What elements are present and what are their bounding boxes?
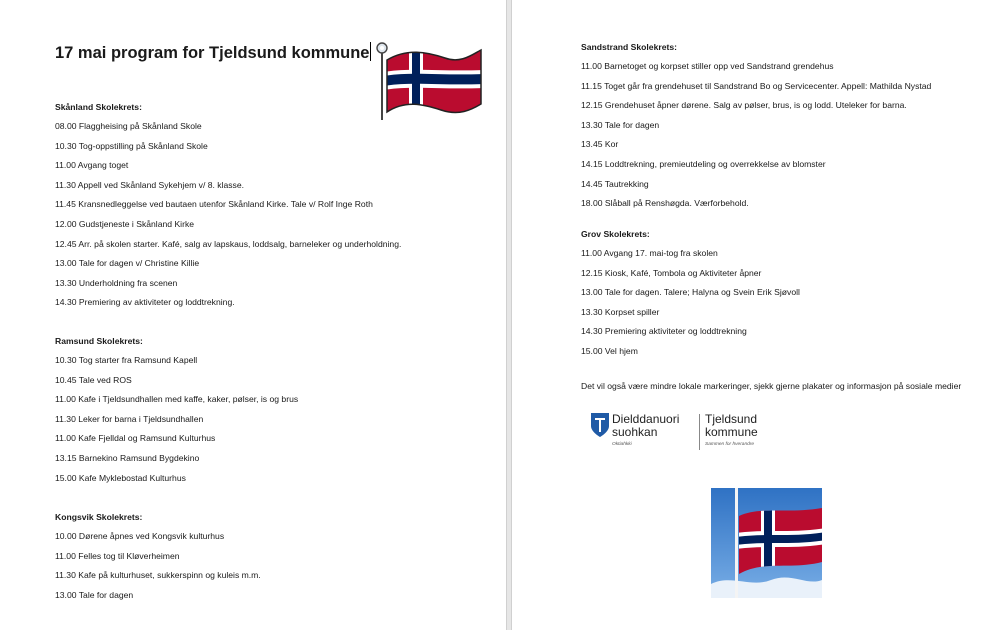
program-item: 11.00 Avgang 17. mai-tog fra skolen [581,248,718,258]
program-item: 10.00 Dørene åpnes ved Kongsvik kulturhus [55,531,225,541]
program-item: 11.00 Barnetoget og korpset stiller opp ved Sandstrand grendehus [581,61,834,71]
section-kongsvik [55,507,261,605]
program-item: 11.00 Kafe i Tjeldsundhallen med kaffe, kaker, pølser, is og brus [55,394,299,405]
program-item: 15.00 Kafe Myklebostad Kulturhus [55,472,186,483]
program-item: 13.00 Tale for dagen v/ Christine Killie [55,258,200,269]
program-item: 18.00 Slåball på Renshøgda. Værforbehold. [581,198,749,209]
program-item: 13.15 Barnekino Ramsund Bygdekino [55,452,200,463]
program-item: 13.30 Tale for dagen [581,119,660,130]
logo-tagline-sami: Oktiahkki [612,442,632,447]
section-sandstrand [581,37,931,214]
program-item: 13.30 Korpset spiller [581,306,660,317]
program-item: 14.45 Tautrekking [581,178,649,189]
program-item: 14.30 Premiering aktiviteter og loddtrekning [581,326,747,337]
program-item: 11.00 Kafe Fjelldal og Ramsund Kulturhus [55,433,216,444]
coat-of-arms-icon [590,412,610,438]
program-item: 11.30 Kafe på kulturhuset, sukkerspinn og kuleis m.m. [55,570,261,581]
section-grov [581,224,800,362]
logo-name-sami-1: Dielddanuori [612,412,680,426]
program-item: 13.30 Underholdning fra scenen [55,277,178,288]
municipality-logo [588,410,778,454]
logo-tagline-no: Sammen for hverandre [705,442,755,447]
program-item: 12.15 Kiosk, Kafé, Tombola og Aktiviteter åpner [581,267,762,278]
section-ramsund [55,331,298,488]
logo-divider [699,414,700,450]
footer-note: Det vil også være mindre lokale markeringer, sjekk gjerne plakater og informasjon på sosiale medier [581,381,962,391]
program-item: 13.00 Tale for dagen. Talere; Halyna og Svein Erik Sjøvoll [581,287,800,298]
section-heading: Kongsvik Skolekrets: [55,512,143,522]
logo-name-no-2: kommune [705,425,758,439]
section-skanland [55,97,401,313]
program-item: 12.15 Grendehuset åpner dørene. Salg av pølser, brus, is og lodd. Uteleker for barna. [581,100,907,111]
program-item: 14.30 Premiering av aktiviteter og loddtrekning. [55,297,235,308]
program-item: 12.45 Arr. på skolen starter. Kafé, salg av lapskaus, loddsalg, barneleker og underholdning. [55,238,402,249]
program-item: 08.00 Flaggheising på Skånland Skole [55,121,202,131]
program-item: 13.45 Kor [581,139,619,150]
program-item: 12.00 Gudstjeneste i Skånland Kirke [55,218,195,229]
program-item: 15.00 Vel hjem [581,345,638,356]
program-item: 13.00 Tale for dagen [55,589,134,600]
program-item: 11.15 Toget går fra grendehuset til Sandstrand Bo og Servicecenter. Appell: Mathilda Nystad [581,80,932,91]
program-item: 11.30 Appell ved Skånland Sykehjem v/ 8. klasse. [55,179,245,190]
program-item: 10.30 Tog starter fra Ramsund Kapell [55,355,198,365]
program-item: 11.00 Felles tog til Kløverheimen [55,550,180,561]
logo-name-no-1: Tjeldsund [705,412,758,426]
document-title-text: 17 mai program for Tjeldsund kommune [55,44,370,62]
program-item: 11.30 Leker for barna i Tjeldsundhallen [55,413,204,424]
logo-name-sami-2: suohkan [612,425,658,439]
section-heading: Sandstrand Skolekrets: [581,42,677,52]
program-item: 14.15 Loddtrekning, premieutdeling og overrekkelse av blomster [581,158,826,169]
section-heading: Grov Skolekrets: [581,229,650,239]
section-heading: Ramsund Skolekrets: [55,336,143,346]
program-item: 11.45 Kransnedleggelse ved bautaen utenfor Skånland Kirke. Tale v/ Rolf Inge Roth [55,199,373,210]
text-cursor [370,42,371,61]
program-item: 11.00 Avgang toget [55,160,129,171]
norwegian-flag-photo [711,488,822,598]
section-heading: Skånland Skolekrets: [55,102,142,112]
program-item: 10.30 Tog-oppstilling på Skånland Skole [55,140,208,151]
document-title[interactable] [55,42,371,63]
program-item: 10.45 Tale ved ROS [55,374,132,385]
